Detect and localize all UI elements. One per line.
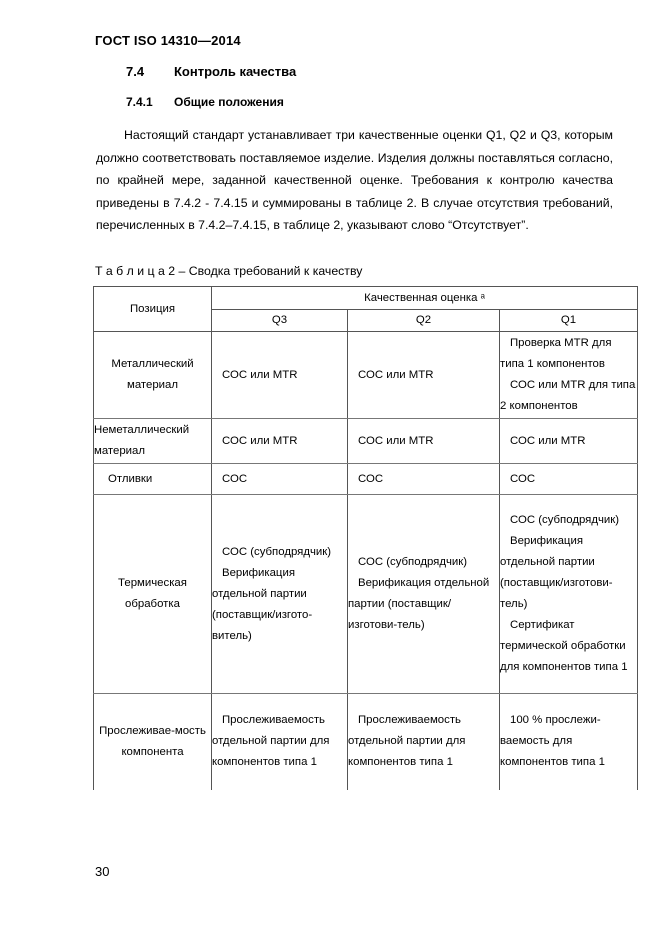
header-position: Позиция: [94, 287, 212, 332]
cell-q1: СОС: [500, 464, 638, 495]
cell-q3: Прослеживаемость отдельной партии для компонентов типа 1: [212, 694, 348, 790]
header-q2: Q2: [348, 310, 500, 332]
cell-q2-line: СОС (субподрядчик): [358, 556, 468, 568]
cell-q2: СОС или MTR: [348, 419, 500, 464]
cell-q3-line: Верификация отдельной партии (поставщик/изгото-витель): [212, 566, 313, 642]
cell-q2: Прослеживаемость отдельной партии для компонентов типа 1: [348, 694, 500, 790]
cell-q3: СОС или MTR: [212, 419, 348, 464]
cell-position: Термическая обработка: [94, 495, 212, 694]
table-row: [94, 464, 638, 495]
table-row: [94, 332, 638, 419]
table-caption: Т а б л и ц а 2 – Сводка требований к качеству: [95, 264, 363, 278]
cell-q3: СОС: [212, 464, 348, 495]
header-quality-grade: Качественная оценка ᵃ: [212, 287, 638, 310]
table-row: [94, 419, 638, 464]
cell-q1-line: СОС или MTR для типа 2 компонентов: [500, 379, 636, 412]
body-paragraph: Настоящий стандарт устанавливает три качественные оценки Q1, Q2 и Q3, которым должно соответствовать поставляемое изделие. Изделия должны поставляться согласно, по крайней мере, заданной качественной оценке. Требования к контролю качества приведены в 7.4.2 - 7.4.15 и суммированы в таблице 2. В случае отсутствия требований, перечисленных в 7.4.2–7.4.15, в таблице 2, указывают слово “Отсутствует”.: [96, 128, 613, 233]
header-q3: Q3: [212, 310, 348, 332]
cell-q2: СОС: [348, 464, 500, 495]
cell-q1-line: Верификация отдельной партии (поставщик/изготови-тель): [500, 535, 613, 610]
subsection-number: 7.4.1: [126, 95, 153, 109]
cell-position: Неметаллический материал: [94, 419, 212, 464]
document-header: ГОСТ ISO 14310—2014: [95, 33, 241, 48]
cell-q2-line: Верификация отдельной партии (поставщик/изготови-тель): [348, 577, 490, 631]
section-title: Контроль качества: [174, 64, 297, 79]
cell-q2: СОС или MTR: [348, 332, 500, 419]
cell-q3: СОС или MTR: [212, 332, 348, 419]
cell-q1-line: Сертификат термической обработки для компонентов типа 1: [500, 619, 628, 673]
cell-position: Прослеживае-мость компонента: [94, 694, 212, 790]
cell-q1: [500, 332, 638, 419]
page-number: 30: [95, 864, 110, 879]
cell-q2: [348, 495, 500, 694]
table-row: [94, 495, 638, 694]
cell-q3-line: СОС (субподрядчик): [222, 545, 332, 558]
cell-position: Металлический материал: [94, 332, 212, 419]
cell-q1-line: СОС (субподрядчик): [510, 514, 620, 526]
cell-q1-line: Проверка MTR для типа 1 компонентов: [500, 337, 612, 370]
table-row: [94, 694, 638, 790]
header-q1: Q1: [500, 310, 638, 332]
cell-q1: СОС или MTR: [500, 419, 638, 464]
cell-position: Отливки: [94, 464, 212, 495]
cell-q1: [500, 495, 638, 694]
section-number: 7.4: [126, 64, 145, 79]
subsection-title: Общие положения: [174, 95, 284, 109]
cell-q1: 100 % прослежи-ваемость для компонентов типа 1: [500, 694, 638, 790]
quality-requirements-table: [93, 286, 638, 790]
cell-q3: [212, 495, 348, 694]
